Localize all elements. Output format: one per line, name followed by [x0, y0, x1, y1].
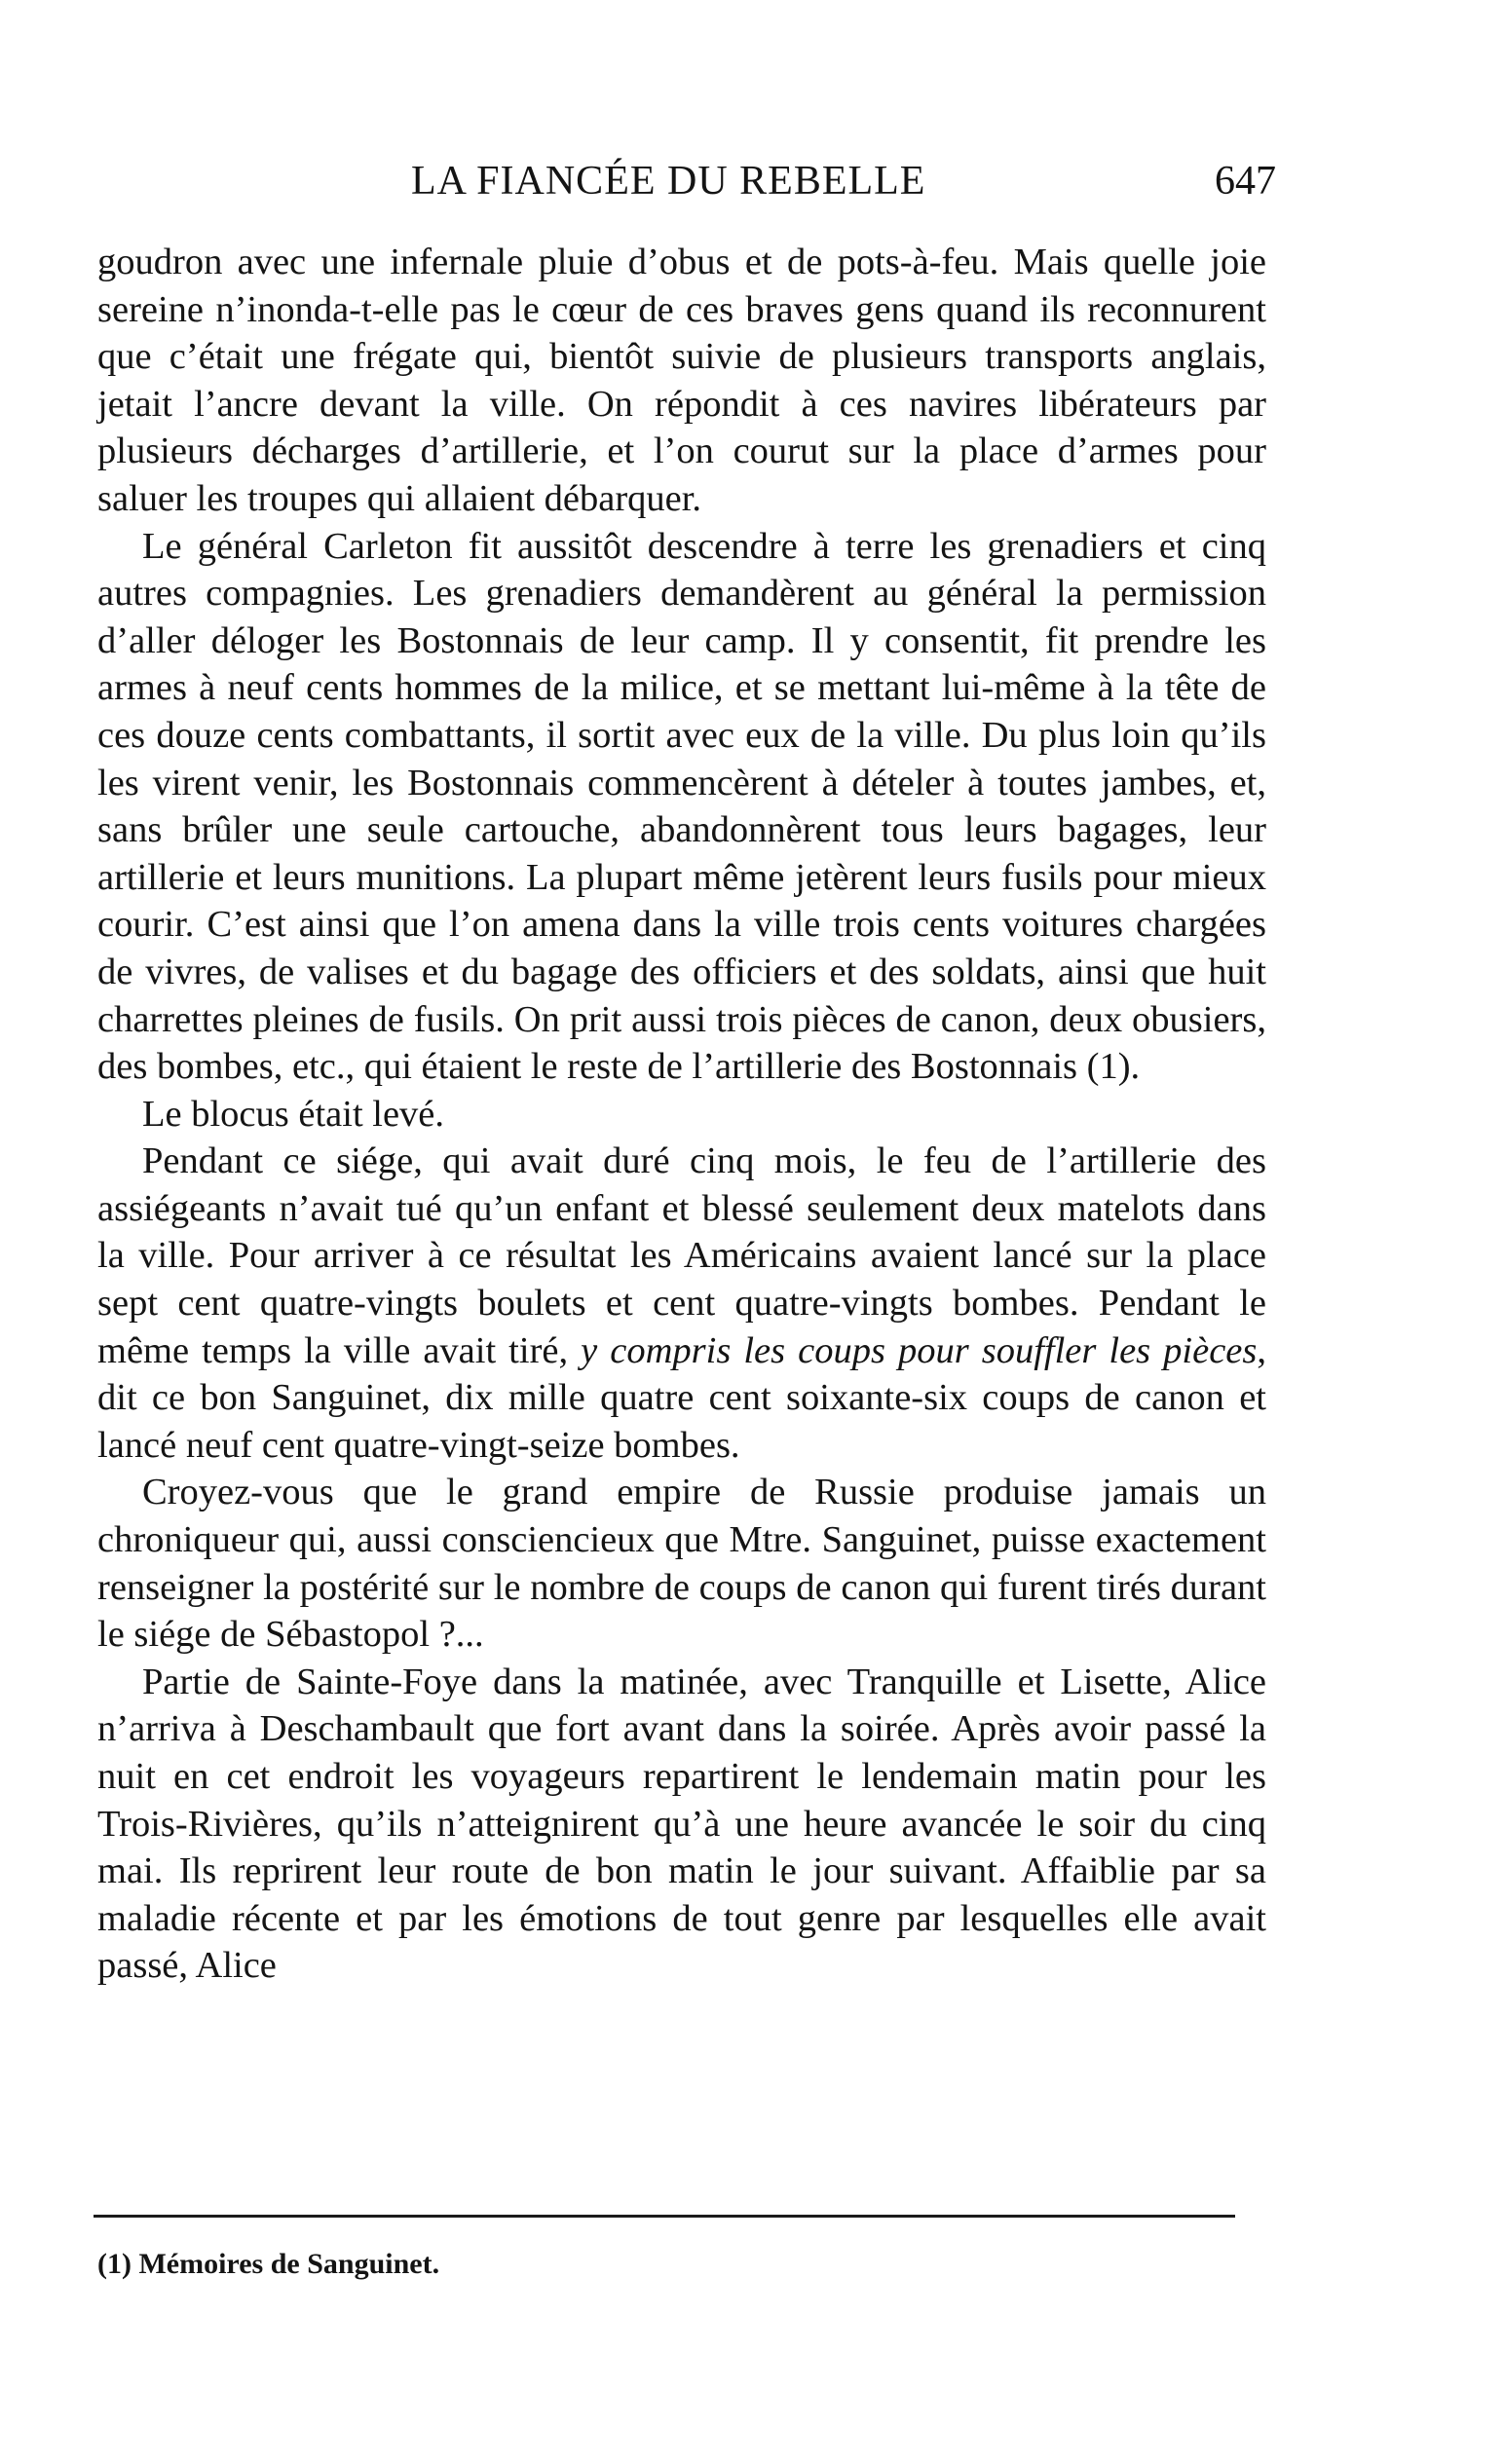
page-number: 647: [1215, 159, 1276, 204]
footnote: (1) Mémoires de Sanguinet.: [97, 2248, 440, 2280]
text-segment: , dit ce bon Sanguinet, dix mille quatre cent soixante-six coups de canon et lancé neuf cent quatre-vingt-seize bombes.: [97, 1329, 1266, 1466]
running-title: LA FIANCÉE DU REBELLE: [411, 159, 926, 204]
text-segment: Le blocus était levé.: [142, 1093, 445, 1135]
text-segment: Pendant ce siége, qui avait duré cinq mois, le feu de l’artillerie des assiégeants n’avait tué qu’un enfant et blessé seulement deux matelots dans la ville. Pour arriver à ce résultat les Américains avaient lancé sur la place sept cent quatre-vingts boulets et cent quatre-vingts bombes. Pendant le même temps la ville avait tiré,: [97, 1140, 1266, 1371]
paragraph: [97, 239, 1266, 523]
text-segment: Partie de Sainte-Foye dans la matinée, avec Tranquille et Lisette, Alice n’arriva à Deschambault que fort avant dans la soirée. Après avoir passé la nuit en cet endroit les voyageurs repartirent le lendemain matin pour les Trois-Rivières, qu’ils n’atteignirent qu’à une heure avancée le soir du cinq mai. Ils reprirent leur route de bon matin le jour suivant. Affaiblie par sa maladie récente et par les émotions de tout genre par lesquelles elle avait passé, Alice: [97, 1661, 1266, 1987]
italic-text: y compris les coups pour souffler les pièces: [581, 1329, 1258, 1371]
text-segment: goudron avec une infernale pluie d’obus et de pots-à-feu. Mais quelle joie sereine n’inonda-t-elle pas le cœur de ces braves gens quand ils reconnurent que c’était une frégate qui, bientôt suivie de plusieurs transports anglais, jetait l’ancre devant la ville. On répondit à ces navires libérateurs par plusieurs décharges d’artillerie, et l’on courut sur la place d’armes pour saluer les troupes qui allaient débarquer.: [97, 242, 1266, 519]
text-segment: Le général Carleton fit aussitôt descendre à terre les grenadiers et cinq autres compagnies. Les grenadiers demandèrent au général la permission d’aller déloger les Bostonnais de leur camp. Il y consentit, fit prendre les armes à neuf cents hommes de la milice, et se mettant lui-même à la tête de ces douze cents combattants, il sortit avec eux de la ville. Du plus loin qu’ils les virent venir, les Bostonnais commencèrent à dételer à toutes jambes, et, sans brûler une seule cartouche, abandonnèrent tous leurs bagages, leur artillerie et leurs munitions. La plupart même jetèrent leurs fusils pour mieux courir. C’est ainsi que l’on amena dans la ville trois cents voitures chargées de vivres, de valises et du bagage des officiers et des soldats, ainsi que huit charrettes pleines de fusils. On prit aussi trois pièces de canon, deux obusiers, des bombes, etc., qui étaient le reste de l’artillerie des Bostonnais (1).: [97, 525, 1266, 1088]
footnote-divider: [94, 2215, 1235, 2218]
body-text: [97, 239, 1266, 1990]
paragraph: [97, 523, 1266, 1091]
paragraph: [97, 1138, 1266, 1469]
paragraph: [97, 1469, 1266, 1658]
paragraph: [97, 1091, 1266, 1139]
page-header: [97, 158, 1276, 216]
text-segment: Croyez-vous que le grand empire de Russie produise jamais un chroniqueur qui, aussi consciencieux que Mtre. Sanguinet, puisse exactement renseigner la postérité sur le nombre de coups de canon qui furent tirés durant le siége de Sébastopol ?...: [97, 1472, 1266, 1656]
paragraph: [97, 1659, 1266, 1990]
